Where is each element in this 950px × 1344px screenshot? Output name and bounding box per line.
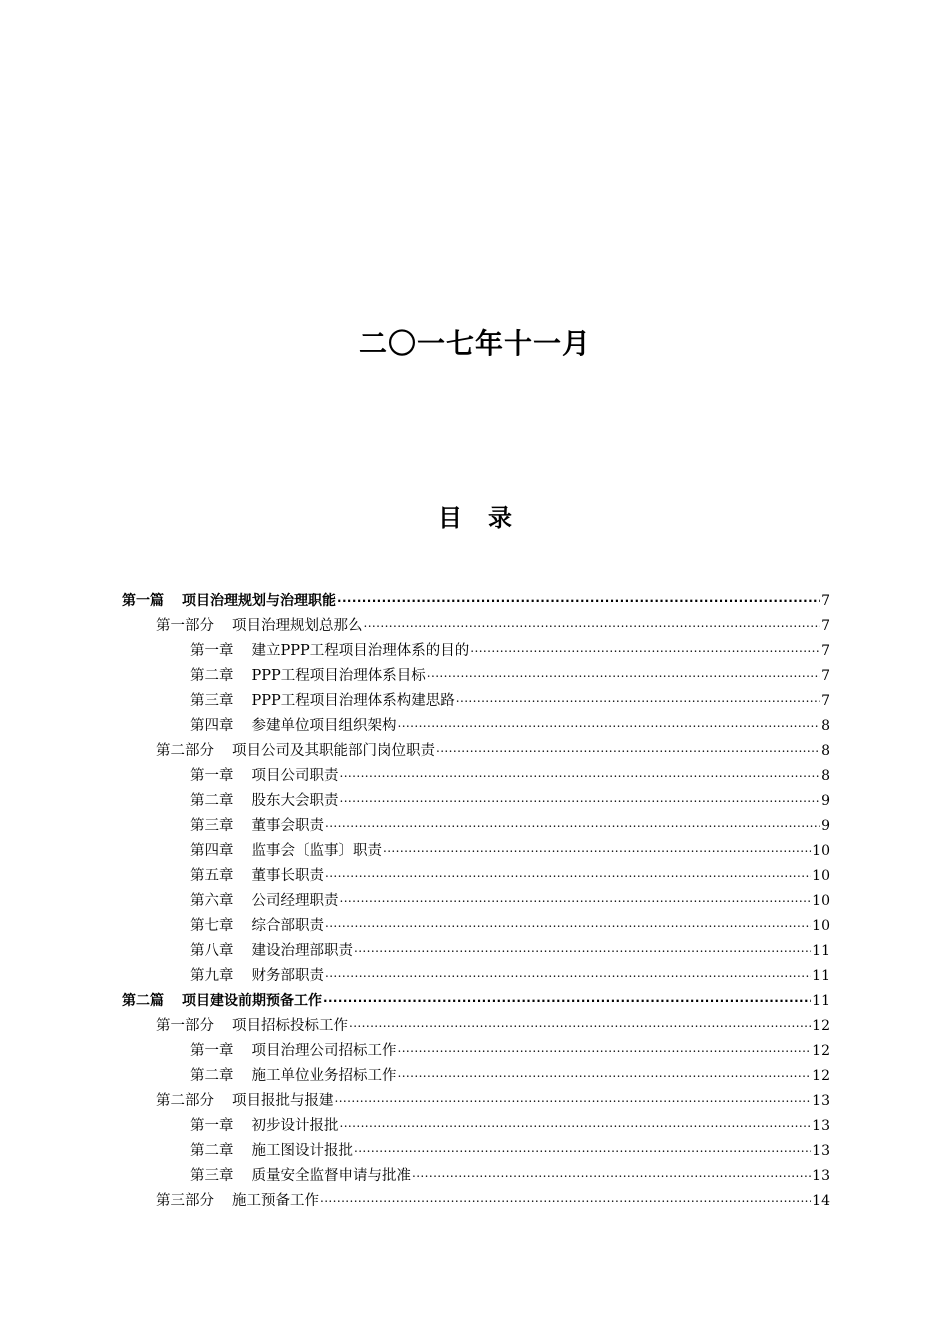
toc-entry-leader	[398, 711, 821, 736]
toc-entry-page: 10	[812, 893, 830, 909]
toc-entry-number: 第二章	[190, 668, 234, 684]
toc-entry-number: 第三章	[190, 1168, 234, 1184]
toc-entry-leader	[325, 961, 811, 986]
toc-entry-title: 公司经理职责	[251, 893, 339, 909]
toc-entry-title: 董事长职责	[251, 868, 324, 884]
toc-entry-leader	[427, 661, 820, 686]
toc-entry-number: 第三章	[190, 818, 234, 834]
toc-entry-title: 项目报批与报建	[232, 1093, 334, 1109]
toc-entry-page: 9	[821, 793, 830, 809]
toc-entry-title: 项目治理公司招标工作	[251, 1043, 397, 1059]
toc-entry-number: 第二部分	[156, 743, 214, 759]
toc-entry-leader	[340, 786, 821, 811]
toc-entry-leader	[354, 1136, 811, 1161]
toc-entry-leader	[340, 761, 821, 786]
toc-entry-page: 8	[821, 768, 830, 784]
toc-entry-page: 10	[812, 868, 830, 884]
toc-entry-leader	[398, 1036, 812, 1061]
toc-entry-number: 第四章	[190, 843, 234, 859]
toc-entry-number: 第一章	[190, 1043, 234, 1059]
toc-entry-title: 项目招标投标工作	[232, 1018, 348, 1034]
toc-entry-leader	[398, 1061, 812, 1086]
toc-entry-title: PPP工程项目治理体系目标	[251, 668, 426, 684]
toc-entry-page: 11	[812, 993, 830, 1009]
table-of-contents	[122, 589, 830, 1214]
toc-entry-number: 第四章	[190, 718, 234, 734]
toc-entry-title: 初步设计报批	[251, 1118, 339, 1134]
toc-entry-title: 董事会职责	[251, 818, 324, 834]
toc-entry-title: 质量安全监督申请与批准	[251, 1168, 411, 1184]
toc-entry-title: 施工单位业务招标工作	[251, 1068, 397, 1084]
toc-entry-title: 施工预备工作	[232, 1193, 319, 1209]
toc-entry-page: 13	[812, 1118, 830, 1134]
toc-entry-page: 7	[821, 693, 830, 709]
toc-entry-title: 项目建设前期预备工作	[182, 993, 322, 1009]
toc-entry-leader	[436, 736, 820, 761]
toc-entry-number: 第八章	[190, 943, 234, 959]
toc-entry-title: 建设治理部职责	[251, 943, 353, 959]
toc-entry-leader	[364, 611, 821, 636]
toc-entry-number: 第六章	[190, 893, 234, 909]
toc-entry-leader	[412, 1161, 811, 1186]
toc-entry-leader	[320, 1186, 811, 1211]
toc-entry-page: 12	[812, 1043, 830, 1059]
toc-entry-number: 第三部分	[156, 1193, 214, 1209]
toc-entry-page: 12	[812, 1018, 830, 1034]
toc-entry-title: 股东大会职责	[251, 793, 339, 809]
toc-entry-number: 第二章	[190, 1068, 234, 1084]
toc-entry-leader	[335, 1086, 812, 1111]
toc-entry-title: 项目治理规划总那么	[232, 618, 363, 634]
toc-entry[interactable]	[122, 1189, 830, 1214]
toc-entry-title: 参建单位项目组织架构	[251, 718, 397, 734]
toc-entry-number: 第一章	[190, 643, 234, 659]
toc-entry-number: 第二章	[190, 1143, 234, 1159]
toc-entry-leader	[354, 936, 811, 961]
toc-entry-number: 第一部分	[156, 1018, 214, 1034]
toc-entry-number: 第三章	[190, 693, 234, 709]
toc-entry-page: 10	[812, 843, 830, 859]
toc-entry-leader	[337, 586, 820, 611]
toc-entry-title: 综合部职责	[251, 918, 324, 934]
toc-entry-number: 第九章	[190, 968, 234, 984]
toc-entry-number: 第一部分	[156, 618, 214, 634]
toc-entry-page: 7	[821, 593, 830, 609]
toc-entry-number: 第二部分	[156, 1093, 214, 1109]
toc-entry-leader	[470, 636, 820, 661]
toc-entry-page: 7	[821, 668, 830, 684]
toc-entry-page: 12	[812, 1068, 830, 1084]
toc-entry-page: 14	[812, 1193, 830, 1209]
toc-entry-page: 13	[812, 1093, 830, 1109]
toc-entry-title: 建立PPP工程项目治理体系的目的	[251, 643, 470, 659]
toc-entry-title: 施工图设计报批	[251, 1143, 353, 1159]
toc-entry-page: 7	[821, 643, 830, 659]
toc-entry-page: 9	[821, 818, 830, 834]
toc-entry-leader	[325, 811, 820, 836]
document-date: 二〇一七年十一月	[358, 327, 591, 360]
toc-entry-title: 项目公司及其职能部门岗位职责	[232, 743, 435, 759]
toc-entry-page: 7	[821, 618, 830, 634]
toc-entry-page: 8	[821, 743, 830, 759]
toc-entry-number: 第一章	[190, 1118, 234, 1134]
toc-entry-number: 第二章	[190, 793, 234, 809]
toc-entry-number: 第七章	[190, 918, 234, 934]
toc-entry-page: 13	[812, 1143, 830, 1159]
toc-entry-number: 第五章	[190, 868, 234, 884]
toc-entry-leader	[349, 1011, 811, 1036]
toc-entry-title: 项目治理规划与治理职能	[182, 593, 336, 609]
toc-entry-number: 第一篇	[122, 593, 164, 609]
toc-entry-page: 11	[812, 943, 830, 959]
toc-entry-leader	[325, 861, 811, 886]
toc-entry-page: 10	[812, 918, 830, 934]
toc-entry-title: 监事会〔监事〕职责	[251, 843, 382, 859]
toc-entry-page: 11	[812, 968, 830, 984]
toc-entry-title: 财务部职责	[251, 968, 324, 984]
toc-entry-leader	[325, 911, 811, 936]
toc-entry-leader	[383, 836, 811, 861]
toc-entry-page: 13	[812, 1168, 830, 1184]
toc-entry-number: 第一章	[190, 768, 234, 784]
toc-entry-leader	[340, 1111, 812, 1136]
toc-title: 目录	[438, 503, 538, 532]
toc-entry-number: 第二篇	[122, 993, 164, 1009]
toc-entry-title: 项目公司职责	[251, 768, 339, 784]
toc-entry-leader	[340, 886, 812, 911]
toc-entry-page: 8	[821, 718, 830, 734]
toc-entry-leader	[323, 986, 811, 1011]
toc-entry-leader	[456, 686, 820, 711]
toc-entry-title: PPP工程项目治理体系构建思路	[251, 693, 455, 709]
